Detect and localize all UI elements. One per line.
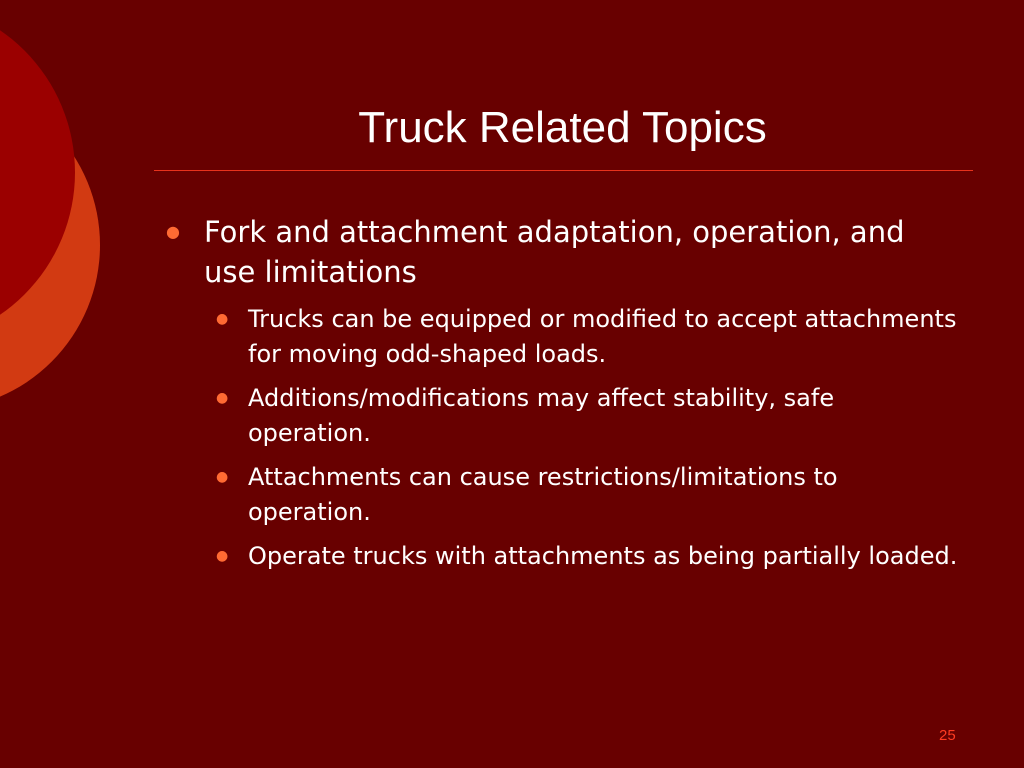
slide-body [160, 212, 960, 583]
bullet-item [160, 212, 960, 292]
sub-bullet-list [160, 302, 960, 574]
sub-bullet-item [160, 460, 960, 530]
bullet-dot-icon: ● [166, 222, 180, 241]
sub-bullet-item [160, 302, 960, 372]
bullet-dot-icon: ● [216, 469, 229, 485]
title-divider [154, 170, 973, 171]
bullet-dot-icon: ● [216, 548, 229, 564]
page-number: 25 [939, 727, 956, 744]
slide-title: Truck Related Topics [358, 103, 767, 152]
sub-bullet-item [160, 381, 960, 451]
sub-bullet-text: Additions/modifications may affect stability, safe operation. [248, 384, 835, 447]
bullet-text: Fork and attachment adaptation, operation, and use limitations [204, 215, 905, 289]
sub-bullet-text: Operate trucks with attachments as being partially loaded. [248, 542, 958, 570]
sub-bullet-item [160, 539, 960, 574]
bullet-dot-icon: ● [216, 311, 229, 327]
bullet-dot-icon: ● [216, 390, 229, 406]
sub-bullet-text: Trucks can be equipped or modified to accept attachments for moving odd-shaped loads. [248, 305, 957, 368]
sub-bullet-text: Attachments can cause restrictions/limitations to operation. [248, 463, 838, 526]
